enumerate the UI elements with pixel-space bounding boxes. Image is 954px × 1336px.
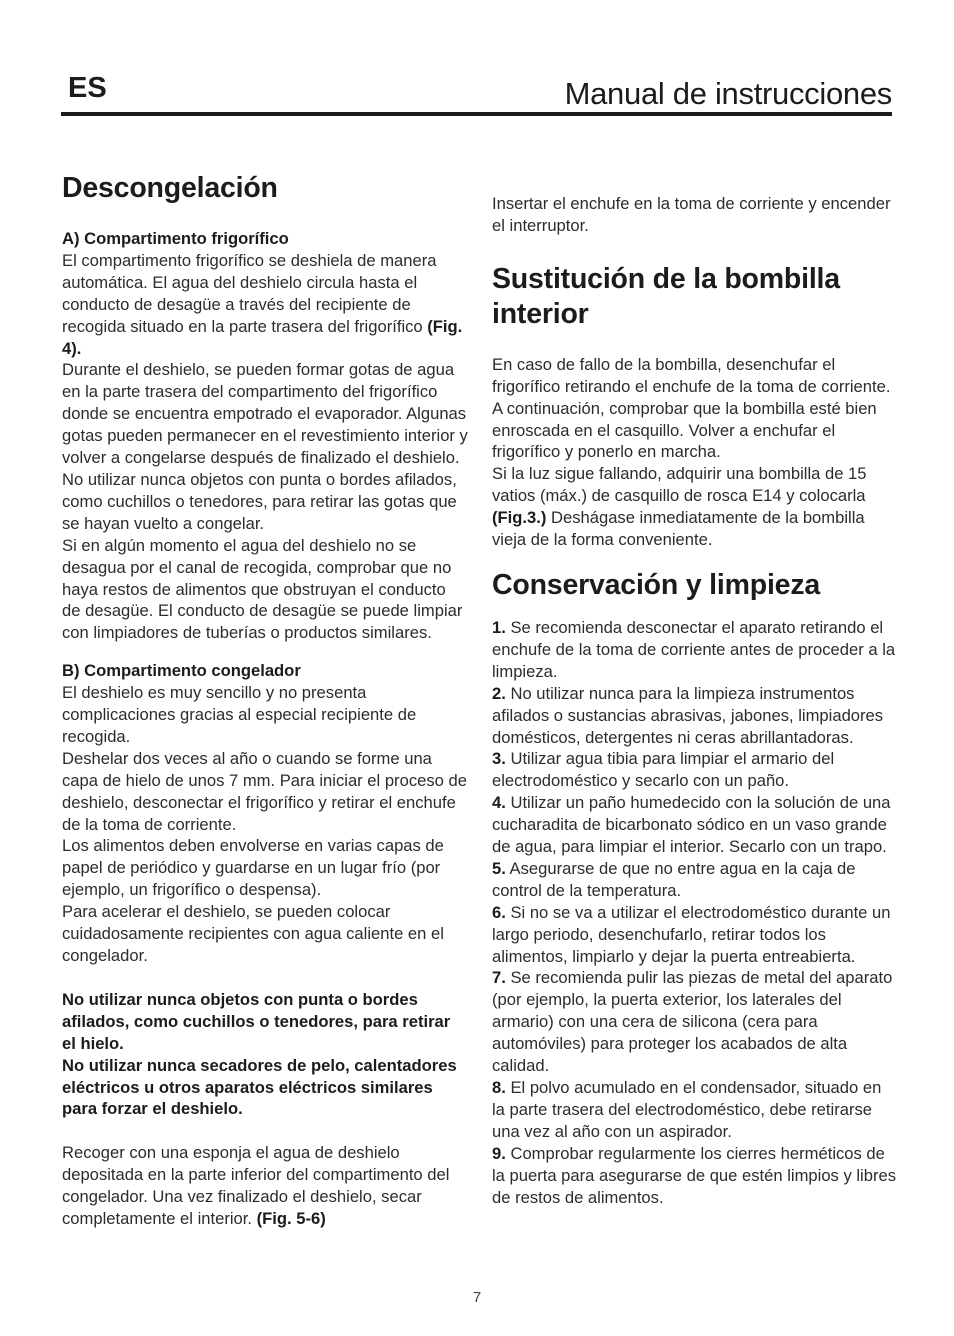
list-number: 7. [492,968,506,988]
list-item [492,1077,896,1143]
list-number: 3. [492,749,506,769]
paragraph: En caso de fallo de la bombilla, desenchufar el frigorífico retirando el enchufe de la toma de corriente. [492,354,891,396]
language-code: ES [68,72,107,104]
paragraph [62,1142,468,1230]
header-rule [61,112,892,116]
list-text: No utilizar nunca para la limpieza instrumentos afilados o sustancias abrasivas, jabones, limpiadores domésticos, detergentes ni ceras abrillantadoras. [492,683,884,747]
list-number: 2. [492,683,506,703]
figure-reference: (Fig. 4). [62,316,463,358]
list-item [492,1143,896,1209]
list-item [492,967,896,1077]
paragraph-text: Recoger con una esponja el agua de deshielo depositada en la parte inferior del compartimento del congelador. Una vez finalizado el deshielo, secar completamente el interior. [62,1143,450,1229]
paragraph: El deshielo es muy sencillo y no presenta complicaciones gracias al especial recipiente de recogida. [62,683,417,746]
section-heading-defrosting: Descongelación [62,172,278,204]
left-column [62,171,468,1230]
list-text: Comprobar regularmente los cierres herméticos de la puerta para asegurarse de que estén limpios y libres de restos de alimentos. [492,1143,897,1207]
warning-text: No utilizar nunca objetos con punta o bordes afilados, como cuchillos o tenedores, para retirar el hielo. [62,989,451,1053]
list-text: Utilizar agua tibia para limpiar el armario del electrodoméstico y secarlo con un paño. [492,749,835,791]
list-item [492,902,896,968]
paragraph-text: Si la luz sigue fallando, adquirir una bombilla de 15 vatios (máx.) de casquillo de rosca E14 y colocarla [492,464,867,506]
page-header [61,70,892,116]
paragraph: Deshelar dos veces al año o cuando se forme una capa de hielo de unos 7 mm. Para iniciar el proceso de deshielo, desconectar el frigorífico y retirar el enchufe de la toma de corriente. [62,748,467,834]
subsection-title-freezer: B) Compartimento congelador [62,661,301,681]
list-item [492,792,896,858]
list-text: Se recomienda pulir las piezas de metal del aparato (por ejemplo, la puerta exterior, los laterales del armario) con una cera de silicona (cera para automóviles) para proteger los acabados de alta calidad. [492,968,893,1076]
list-number: 4. [492,793,506,813]
paragraph: Durante el deshielo, se pueden formar gotas de agua en la parte trasera del compartimento del frigorífico donde se encuentra empotrado el evaporador. Algunas gotas pueden permanecer en el revestimiento interior y volver a congelarse después de finalizado el deshielo. No utilizar nunca objetos con punta o bordes afilados, como cuchillos o tenedores, para retirar las gotas que se hayan vuelto a congelar. [62,360,468,533]
care-list [492,617,896,1208]
paragraph: Para acelerar el deshielo, se pueden colocar cuidadosamente recipientes con agua caliente en el congelador. [62,902,444,965]
list-number: 8. [492,1078,506,1097]
list-item [492,748,896,792]
list-text: Si no se va a utilizar el electrodoméstico durante un largo periodo, desenchufarlo, retirar todos los alimentos, limpiarlo y dejar la puerta entreabierta. [492,902,891,966]
section-heading-bulb-replacement: Sustitución de la bombilla interior [492,262,840,330]
document-title: Manual de instrucciones [564,76,892,111]
paragraph: Insertar el enchufe en la toma de corriente y encender el interruptor. [492,194,891,235]
figure-reference: (Fig.3.) [492,508,547,528]
paragraph [492,463,896,551]
list-number: 5. [492,858,506,878]
list-number: 9. [492,1143,506,1163]
paragraph: Si en algún momento el agua del deshielo no se desagua por el canal de recogida, comprobar que no haya restos de alimentos que obstruyan el conducto de desagüe. El conducto de desagüe se puede limpiar con limpiadores de tuberías o productos similares. [62,535,463,643]
list-text: Utilizar un paño humedecido con la solución de una cucharadita de bicarbonato sódico en un vaso grande de agua, para limpiar el interior. Secarlo con un trapo. [492,793,891,857]
paragraph-text: Deshágase inmediatamente de la bombilla vieja de la forma conveniente. [492,508,865,550]
list-text: Se recomienda desconectar el aparato retirando el enchufe de la toma de corriente antes de proceder a la limpieza. [492,617,896,681]
figure-reference: (Fig. 5-6) [256,1209,326,1229]
subsection-title-fridge: A) Compartimento frigorífico [62,229,289,248]
page-number: 7 [472,1289,482,1306]
section-heading-care-cleaning: Conservación y limpieza [492,568,821,601]
warning-text: No utilizar nunca secadores de pelo, calentadores eléctricos u otros aparatos eléctricos similares para forzar el deshielo. [62,1055,457,1119]
paragraph: Los alimentos deben envolverse en varias capas de papel de periódico y guardarse en un lugar frío (por ejemplo, un frigorífico o despensa). [62,836,444,900]
list-text: Asegurarse de que no entre agua en la caja de control de la temperatura. [492,858,856,900]
right-column [492,193,896,1208]
list-item [492,858,896,902]
paragraph: A continuación, comprobar que la bombilla esté bien enroscada en el casquillo. Volver a enchufar el frigorífico y ponerlo en marcha. [492,398,877,462]
list-number: 1. [492,617,506,637]
list-number: 6. [492,902,506,922]
list-item [492,617,896,683]
list-item [492,683,896,749]
paragraph-text: El compartimento frigorífico se deshiela de manera automática. El agua del deshielo circula hasta el conducto de desagüe a través del recipiente de recogida situado en la parte trasera del frigorífico [62,250,437,336]
paragraph [62,250,468,360]
list-text: El polvo acumulado en el condensador, situado en la parte trasera del electrodoméstico, debe retirarse una vez al año con un aspirador. [492,1078,882,1141]
